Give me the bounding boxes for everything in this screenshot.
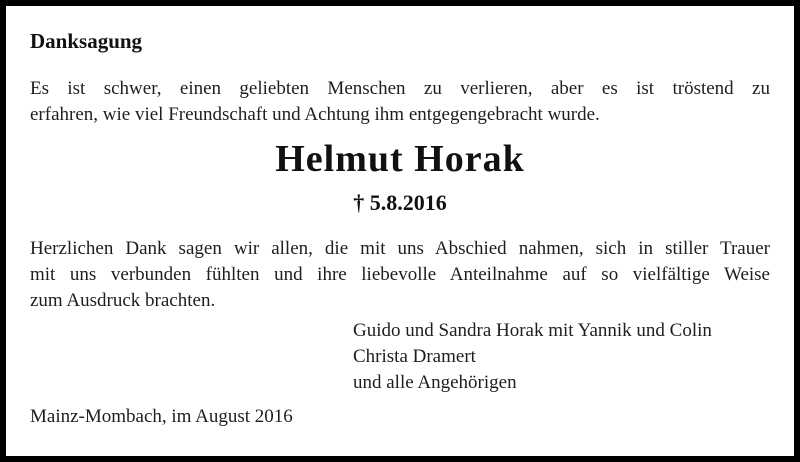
thanks-line-2: mit uns verbunden fühlten und ihre liebevolle Anteilnahme auf so vielfältige Weise [30, 264, 770, 285]
signature-block [353, 318, 770, 396]
intro-line-1: Es ist schwer, einen geliebten Menschen zu verlieren, aber es ist tröstend zu [30, 78, 770, 99]
notice-title: Danksagung [30, 29, 143, 53]
death-date: † 5.8.2016 [353, 190, 447, 215]
place-and-date: Mainz-Mombach, im August 2016 [30, 406, 293, 427]
notice-content [6, 6, 794, 456]
thanks-line-3: zum Ausdruck brachten. [30, 290, 216, 311]
thanks-paragraph [30, 236, 770, 314]
signature-line-3: und alle Angehörigen [353, 372, 517, 393]
intro-line-2: erfahren, wie viel Freundschaft und Achtung ihm entgegengebracht wurde. [30, 104, 600, 125]
thanks-line-1: Herzlichen Dank sagen wir allen, die mit uns Abschied nahmen, sich in stiller Trauer [30, 238, 770, 259]
signature-line-2: Christa Dramert [353, 346, 476, 367]
intro-paragraph [30, 76, 770, 128]
signature-line-1: Guido und Sandra Horak mit Yannik und Colin [353, 320, 712, 341]
deceased-name: Helmut Horak [275, 138, 525, 180]
